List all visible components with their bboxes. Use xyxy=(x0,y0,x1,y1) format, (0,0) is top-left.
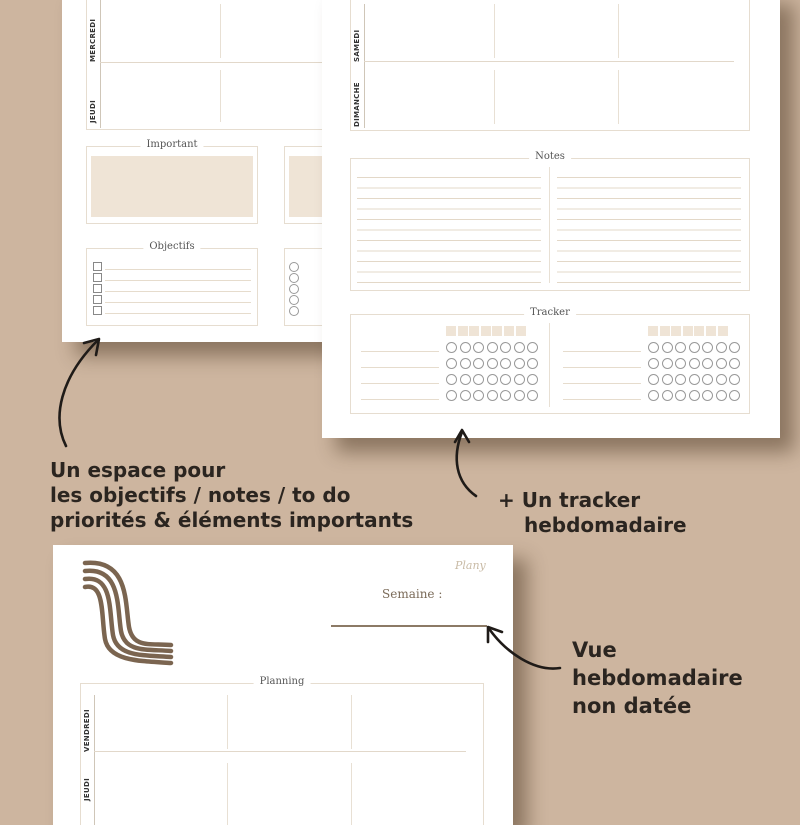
objectifs-label: Objectifs xyxy=(143,241,200,252)
week-grid xyxy=(350,0,750,131)
planning-label: Planning xyxy=(254,676,311,687)
important-box xyxy=(86,139,258,224)
todo-line xyxy=(105,280,251,281)
important-label: Important xyxy=(140,139,203,150)
caption-tracker xyxy=(498,488,687,538)
tracker-circles-left[interactable] xyxy=(446,342,546,406)
radio-circle[interactable] xyxy=(289,306,299,316)
brand-signature: Plany xyxy=(455,559,486,572)
notes-divider xyxy=(549,167,550,283)
tracker-box xyxy=(350,307,750,414)
tracker-divider xyxy=(549,323,550,407)
habit-line xyxy=(563,383,641,384)
caption-tracker-line-1: + Un tracker xyxy=(498,488,641,512)
checkbox[interactable] xyxy=(93,295,102,304)
todo-line xyxy=(105,302,251,303)
habit-line xyxy=(563,399,641,400)
grid-divider xyxy=(100,62,350,63)
grid-divider xyxy=(220,70,221,122)
grid-divider xyxy=(364,61,734,62)
planner-page-top-right xyxy=(322,0,780,438)
important-fill xyxy=(91,156,253,217)
caption-tracker-line-2: hebdomadaire xyxy=(524,513,687,537)
objectifs-box xyxy=(86,241,258,326)
grid-divider xyxy=(618,70,619,124)
notes-box xyxy=(350,151,750,291)
semaine-input-line[interactable] xyxy=(331,625,487,627)
radio-circle[interactable] xyxy=(289,284,299,294)
caption-vue-line-3: non datée xyxy=(572,694,692,718)
radio-circle[interactable] xyxy=(289,273,299,283)
habit-line xyxy=(361,367,439,368)
todo-line xyxy=(105,269,251,270)
todo-line xyxy=(105,291,251,292)
habit-line xyxy=(563,367,641,368)
habit-line xyxy=(563,351,641,352)
grid-divider xyxy=(100,0,101,128)
checkbox[interactable] xyxy=(93,262,102,271)
tracker-circles-right[interactable] xyxy=(648,342,748,406)
grid-divider xyxy=(618,4,619,58)
caption-left-line-2: les objectifs / notes / to do xyxy=(50,483,351,507)
tracker-header-squares xyxy=(648,326,729,336)
caption-left xyxy=(50,458,413,533)
grid-divider xyxy=(220,4,221,58)
radio-circle[interactable] xyxy=(289,295,299,305)
caption-vue xyxy=(572,636,743,720)
planning-box xyxy=(80,676,484,825)
week-grid xyxy=(86,0,352,130)
day-label-mercredi: MERCREDI xyxy=(89,18,97,62)
grid-divider xyxy=(94,751,466,752)
grid-divider xyxy=(494,4,495,58)
todo-line xyxy=(105,313,251,314)
caption-left-line-1: Un espace pour xyxy=(50,458,226,482)
checkbox[interactable] xyxy=(93,284,102,293)
grid-divider xyxy=(494,70,495,124)
habit-line xyxy=(361,383,439,384)
planner-page-bottom xyxy=(53,545,513,825)
semaine-label: Semaine : xyxy=(382,587,443,601)
caption-vue-line-2: hebdomadaire xyxy=(572,666,743,690)
wave-logo-icon xyxy=(81,555,191,685)
day-label-vendredi: VENDREDI xyxy=(83,709,91,752)
day-label-dimanche: DIMANCHE xyxy=(353,82,361,127)
checkbox[interactable] xyxy=(93,306,102,315)
tracker-label: Tracker xyxy=(524,307,576,318)
notes-label: Notes xyxy=(529,151,571,162)
habit-line xyxy=(361,399,439,400)
tracker-header-squares xyxy=(446,326,527,336)
grid-divider xyxy=(227,763,228,825)
caption-left-line-3: priorités & éléments importants xyxy=(50,508,414,532)
day-label-jeudi: JEUDI xyxy=(89,100,97,123)
checkbox[interactable] xyxy=(93,273,102,282)
grid-divider xyxy=(364,4,365,128)
radio-circle[interactable] xyxy=(289,262,299,272)
planner-page-top-left xyxy=(62,0,352,342)
day-label-jeudi: JEUDI xyxy=(83,778,91,801)
grid-divider xyxy=(94,695,95,825)
day-label-samedi: SAMEDI xyxy=(353,29,361,62)
caption-vue-line-1: Vue xyxy=(572,638,617,662)
notes-lines-left xyxy=(357,177,541,287)
grid-divider xyxy=(351,695,352,749)
habit-line xyxy=(361,351,439,352)
notes-lines-right xyxy=(557,177,741,287)
grid-divider xyxy=(351,763,352,825)
grid-divider xyxy=(227,695,228,749)
